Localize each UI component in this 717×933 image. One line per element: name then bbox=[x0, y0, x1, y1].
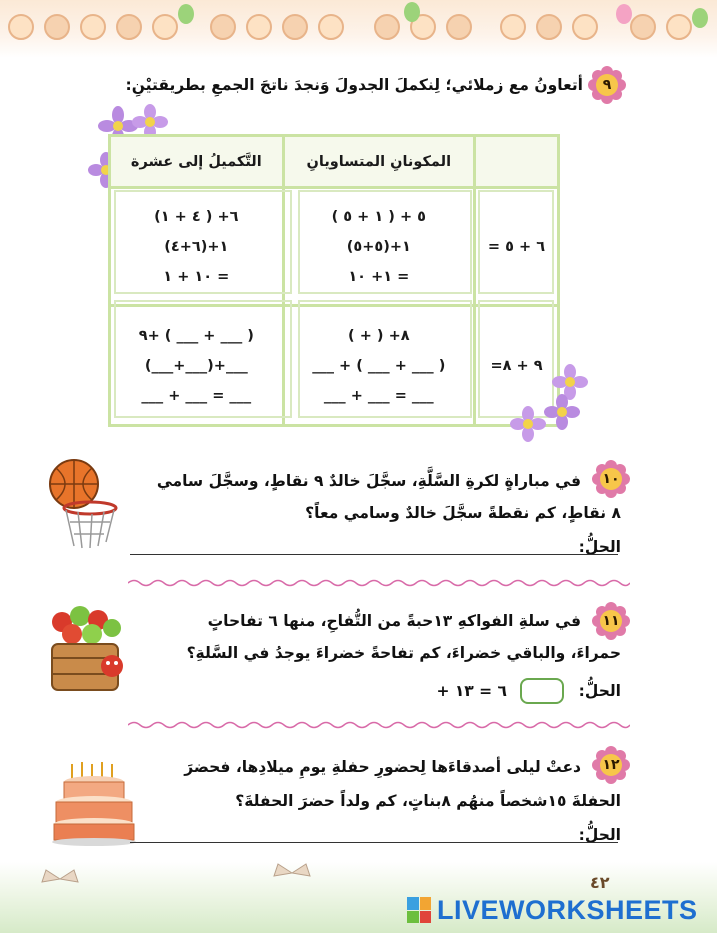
equal-parts-step: ١+ ١٠ = bbox=[348, 268, 410, 285]
question-10-line1: في مباراةٍ لكرةِ السَّلَّةِ، سجَّلَ خالدٌ ٩ نقاطٍ، وسجَّلَ سامي bbox=[156, 472, 581, 490]
row-label: ٩ + ٨= bbox=[475, 306, 559, 426]
make-ten-step: ١٠ + ١ = bbox=[163, 268, 230, 285]
answer-label: الحلُّ: bbox=[578, 538, 621, 556]
child-face-icon bbox=[152, 14, 178, 40]
table-row bbox=[110, 188, 559, 306]
purple-flowers-icon bbox=[506, 362, 592, 446]
question-number-badge bbox=[592, 460, 630, 498]
question-9-text: أتعاونُ مع زملائي؛ لِنكملَ الجدولَ وَنجدَ ناتجَ الجمعِ بطريقتيْنِ: bbox=[125, 76, 583, 94]
child-face-icon bbox=[666, 14, 692, 40]
question-11-line2: حمراءَ، والباقي خضراءَ، كم تفاحةً خضراءَ يوجدُ في السَّلةِ؟ bbox=[186, 644, 621, 662]
balloon-icon bbox=[616, 4, 632, 24]
child-face-icon bbox=[210, 14, 236, 40]
make-ten-step-input[interactable]: ___ + ___ = ___ bbox=[141, 387, 252, 404]
question-number-badge bbox=[588, 66, 626, 104]
page-number: ٤٢ bbox=[590, 873, 610, 892]
question-12-line2: الحفلةَ ١٥شخصاً منهُم ٨بناتٍ، كم ولداً حضرَ الحفلةَ؟ bbox=[235, 792, 621, 810]
child-face-icon bbox=[374, 14, 400, 40]
logo-mark-icon bbox=[407, 897, 431, 923]
child-face-icon bbox=[630, 14, 656, 40]
question-10-line2: ٨ نقاطٍ، كم نقطةً سجَّلَ خالدٌ وسامي معاً؟ bbox=[305, 504, 621, 522]
wavy-divider bbox=[128, 720, 630, 730]
child-face-icon bbox=[44, 14, 70, 40]
question-11-line1: في سلةِ الفواكهِ ١٣حبةً من التُّفاحِ، منها ٦ تفاحاتٍ bbox=[207, 612, 581, 630]
logo-text: LIVEWORKSHEETS bbox=[437, 894, 698, 925]
make-ten-step-input[interactable]: (___+___)+___ bbox=[144, 357, 248, 374]
butterfly-icon bbox=[40, 868, 80, 890]
equal-parts-cell bbox=[283, 188, 474, 306]
row-label: ٦ + ٥ = bbox=[475, 188, 559, 306]
butterfly-icon bbox=[272, 862, 312, 884]
answer-label: الحلُّ: bbox=[578, 682, 621, 700]
make-ten-step: (٦+٤)+١ bbox=[164, 238, 229, 255]
equal-parts-step-input[interactable]: ( + ) +٨ bbox=[348, 327, 410, 344]
table-row bbox=[110, 306, 559, 426]
question-number: ١٠ bbox=[602, 471, 620, 487]
question-number-badge bbox=[592, 602, 630, 640]
answer-line-input[interactable] bbox=[130, 842, 618, 843]
question-number: ٩ bbox=[602, 77, 612, 93]
make-ten-step-input[interactable]: ٩+ ( ___ + ___ ) bbox=[138, 327, 254, 344]
question-number: ١١ bbox=[602, 613, 620, 629]
question-12-line1: دعتْ ليلى أصدقاءَها لِحضورِ حفلةِ يومِ ميلادِها، فحضرَ bbox=[184, 758, 581, 776]
header-make-ten: التَّكميلُ إلى عشرة bbox=[110, 136, 284, 188]
equal-parts-step: ( ١ + ٥ ) + ٥ bbox=[331, 208, 427, 225]
basketball-hoop-icon bbox=[44, 456, 120, 552]
table-header-row bbox=[110, 136, 559, 188]
make-ten-step: ٦+ ( ٤ + ١) bbox=[154, 208, 239, 225]
question-number: ١٢ bbox=[602, 757, 620, 773]
answer-box-input[interactable] bbox=[520, 678, 564, 704]
header-equal-parts: المكونانِ المتساويانِ bbox=[283, 136, 474, 188]
equal-parts-step-input[interactable]: ___ + ___ = ___ bbox=[323, 387, 434, 404]
child-face-icon bbox=[246, 14, 272, 40]
answer-label: الحلُّ: bbox=[578, 826, 621, 844]
child-face-icon bbox=[500, 14, 526, 40]
header-cell-empty bbox=[475, 136, 559, 188]
child-face-icon bbox=[8, 14, 34, 40]
equal-parts-cell[interactable] bbox=[283, 306, 474, 426]
wavy-divider bbox=[128, 578, 630, 588]
equal-parts-step: ١+(٥+٥) bbox=[346, 238, 411, 255]
make-ten-cell bbox=[110, 188, 284, 306]
answer-line-input[interactable] bbox=[130, 554, 618, 555]
child-face-icon bbox=[536, 14, 562, 40]
child-face-icon bbox=[80, 14, 106, 40]
equal-parts-step-input[interactable]: ___ + ( ___ + ___ ) bbox=[312, 357, 446, 374]
make-ten-cell[interactable] bbox=[110, 306, 284, 426]
liveworksheets-logo[interactable] bbox=[407, 894, 698, 926]
question-number-badge bbox=[592, 746, 630, 784]
balloon-icon bbox=[404, 2, 420, 22]
child-face-icon bbox=[318, 14, 344, 40]
child-face-icon bbox=[282, 14, 308, 40]
balloon-icon bbox=[178, 4, 194, 24]
addition-methods-table bbox=[108, 134, 560, 427]
balloon-icon bbox=[692, 8, 708, 28]
child-face-icon bbox=[116, 14, 142, 40]
child-face-icon bbox=[572, 14, 598, 40]
equation-text: + ٦ = ١٣ bbox=[436, 682, 507, 700]
top-decorative-border bbox=[0, 0, 717, 58]
child-face-icon bbox=[446, 14, 472, 40]
